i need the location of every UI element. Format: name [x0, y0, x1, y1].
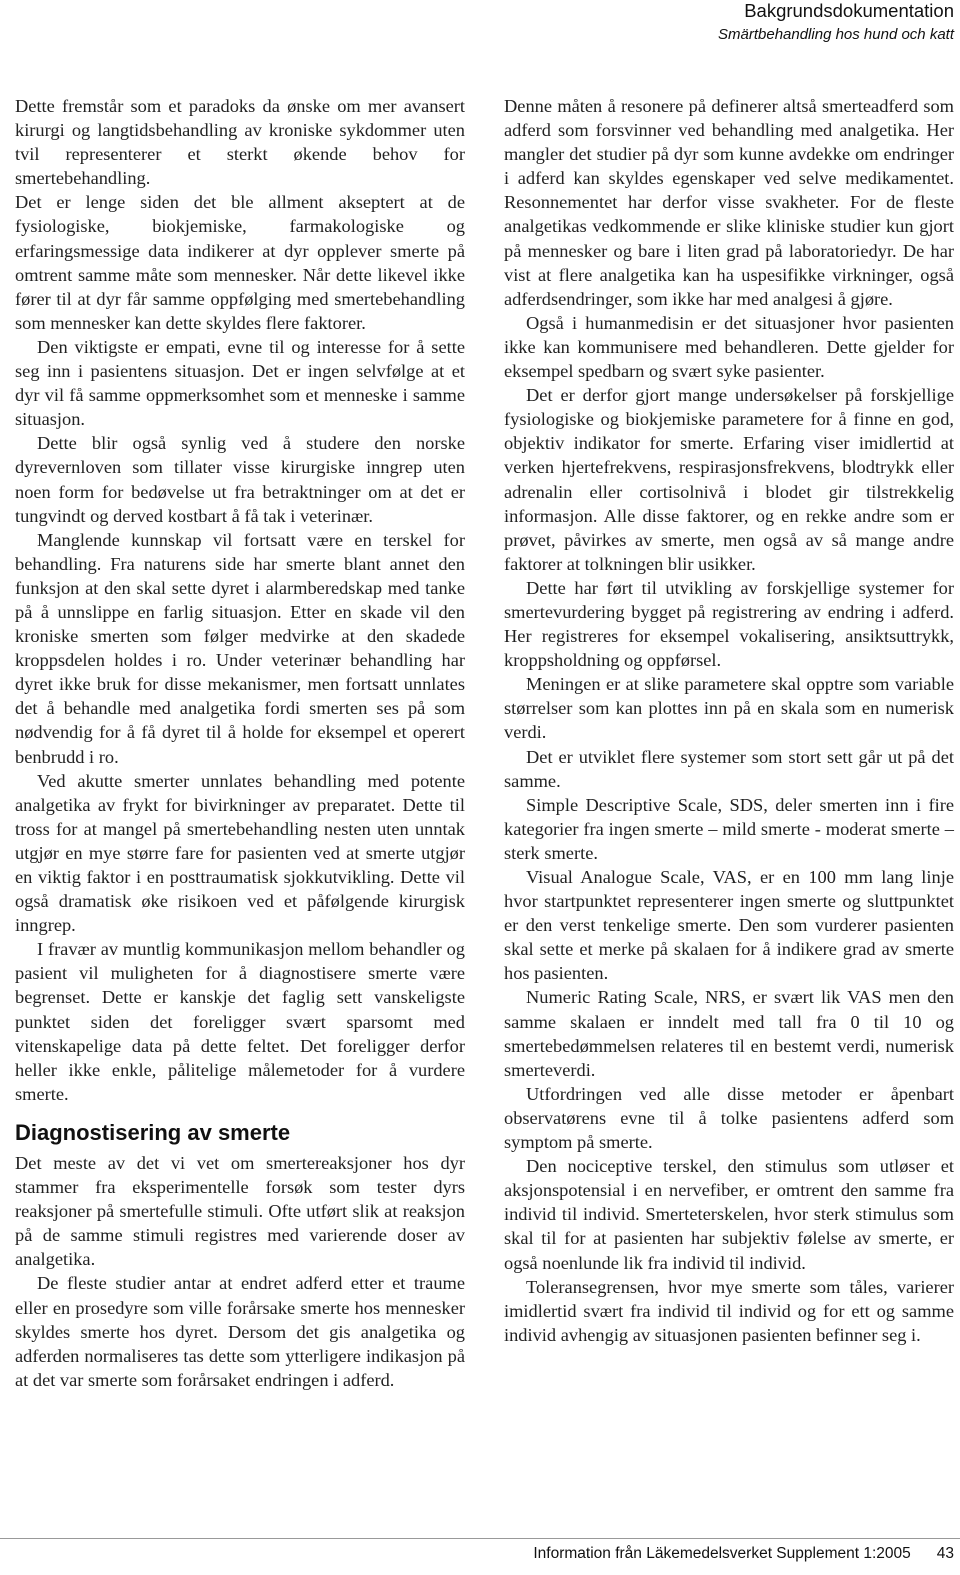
left-column [15, 94, 465, 1392]
section-heading: Diagnostisering av smerte [15, 1119, 291, 1145]
paragraph: Dette blir også synlig ved å studere den norske dyrevernloven som tillater visse kirurgiske inngrep uten noen form for bedøvelse ut fra betraktninger om at det er tungvindt og derved kostbart å få tak i veterinær. [15, 433, 465, 526]
paragraph: Det meste av det vi vet om smertereaksjoner hos dyr stammer fra eksperimentelle forsøk som tester dyrs reaksjoner på smertefulle stimuli. Ofte utført slik at reaksjon på de samme stimuli registres med varierende doser av analgetika. [15, 1152, 465, 1270]
paragraph: Den nociceptive terskel, den stimulus som utløser et aksjonspotensial i en nervefiber, er omtrent den samme fra individ til individ. Smerteterskelen, hvor sterk stimulus som skal til for at pasienten har subjektiv følelse av smerte, er også noenlunde lik fra individ til individ. [504, 1156, 954, 1273]
footer-divider [0, 1538, 960, 1539]
header-subtitle: Smärtbehandling hos hund och katt [718, 26, 954, 43]
paragraph: Simple Descriptive Scale, SDS, deler smerten inn i fire kategorier fra ingen smerte – mild smerte - moderat smerte – sterk smerte. [504, 794, 954, 863]
paragraph: De fleste studier antar at endret adferd etter et traume eller en prosedyre som ville forårsake smerte hos mennesker skyldes smerte hos dyret. Dersom det gis analgetika og adferden normaliseres tas dette som ytterligere indikasjon på at det var smerte som forårsaket endringen i adferd. [15, 1273, 465, 1390]
paragraph: Det er lenge siden det ble allment akseptert at de fysiologiske, biokjemiske, farmakologiske og erfaringsmessige data indikerer at dyr opplever smerte på omtrent samme måte som mennesker. Når dette likevel ikke fører til at dyr får samme oppfølging med smertebehandling som mennesker kan dette skyldes flere faktorer. [15, 192, 465, 333]
paragraph: Det er derfor gjort mange undersøkelser på forskjellige fysiologiske og biokjemiske parametere for å finne en god, objektiv indikator for smerte. Erfaring viser imidlertid at verken hjertefrekvens, respirasjonsfrekvens, blodtrykk eller adrenalin eller cortisolnivå i blodet gir tilstrekkelig informasjon. Alle disse faktorer, og en rekke andre som er prøvet, påvirkes av smerte, men også av så mange andre faktorer at tolkningen blir usikker. [504, 385, 954, 574]
footer-publication: Information från Läkemedelsverket Supplement 1:2005 [533, 1545, 911, 1562]
paragraph: Den viktigste er empati, evne til og interesse for å sette seg inn i pasientens situasjon. Det er ingen selvfølge at et dyr vil få samme oppmerksomhet som et menneske i samme situasjon. [15, 336, 465, 430]
header-title: Bakgrundsdokumentation [744, 0, 954, 21]
paragraph: Det er utviklet flere systemer som stort sett går ut på det samme. [504, 746, 954, 791]
paragraph: I fravær av muntlig kommunikasjon mellom behandler og pasient vil muligheten for å diagnostisere smerte være begrenset. Dette er kanskje det faglig sett vanskeligste punktet siden det foreligger svært sparsomt med vitenskapelige data på dette feltet. Det foreligger derfor heller ikke enkle, pålitelige målemetoder for å vurdere smerte. [15, 939, 465, 1104]
page-number: 43 [936, 1545, 954, 1562]
paragraph: Denne måten å resonere på definerer altså smerteadferd som adferd som forsvinner ved behandling med analgetika. Her mangler det studier på dyr som kunne avdekke om endringer i adferd kan skyldes egenskaper ved selve medikamentet. Resonnementet har derfor visse svakheter. For de fleste analgetikas vedkommende er slike kliniske studier kun gjort på mennesker og bare i liten grad på laboratoriedyr. De har vist at flere analgetika kan ha uspesifikke virkninger, også adferdsendringer, som ikke har med analgesi å gjøre. [504, 96, 954, 309]
running-footer [533, 1545, 954, 1563]
paragraph: Numeric Rating Scale, NRS, er svært lik VAS men den samme skalaen er inndelt med tall fra 0 til 10 og smertebedømmelsen relateres til en bestemt verdi, numerisk smerteverdi. [504, 987, 954, 1080]
right-column [504, 94, 954, 1347]
paragraph: Også i humanmedisin er det situasjoner hvor pasienten ikke kan kommunisere med behandleren. Dette gjelder for eksempel spedbarn og svært syke pasienter. [504, 312, 954, 382]
paragraph: Manglende kunnskap vil fortsatt være en terskel for behandling. Fra naturens side har smerte blant annet den funksjon at den skal sette dyret i alarmberedskap med tanke på å unnslippe en farlig situasjon. Etter en skade vil den kroniske smerten som følger medvirke at den skadede kroppsdelen holdes i ro. Under veterinær behandling har dyret ikke bruk for disse mekanismer, men fortsatt unnlates det å behandle med analgetika fordi smerten ses på som nødvendig for å få dyret til å holde for eksempel et operert benbrudd i ro. [15, 529, 465, 767]
running-header [718, 0, 954, 45]
paragraph: Visual Analogue Scale, VAS, er en 100 mm lang linje hvor startpunktet representerer ingen smerte og sluttpunktet er den verst tenkelige smerte. Den som vurderer pasienten skal sette et merke på skalaen for å indikere grad av smerte hos pasienten. [504, 867, 954, 984]
paragraph: Utfordringen ved alle disse metoder er åpenbart observatørens evne til å tolke pasientens adferd som symptom på smerte. [504, 1083, 954, 1153]
paragraph: Dette fremstår som et paradoks da ønske om mer avansert kirurgi og langtidsbehandling av kroniske sykdommer uten tvil representerer et sterkt økende behov for smertebehandling. [15, 96, 465, 189]
paragraph: Ved akutte smerter unnlates behandling med potente analgetika av frykt for bivirkninger av preparatet. Dette til tross for at mangel på smertebehandling nesten uten unntak utgjør en mye større fare for pasienten ved at smerte utgjør en viktig faktor i en posttraumatisk sjokkutvikling. Dette vil også dramatisk øke risikoen ved et påfølgende kirurgisk inngrep. [15, 770, 465, 936]
paragraph: Dette har ført til utvikling av forskjellige systemer for smertevurdering bygget på registrering av endring i adferd. Her registreres for eksempel vokalisering, ansiktsuttrykk, kroppsholdning og oppførsel. [504, 577, 954, 671]
paragraph: Meningen er at slike parametere skal opptre som variable størrelser som kan plottes inn på en skala som en numerisk verdi. [504, 674, 954, 743]
paragraph: Toleransegrensen, hvor mye smerte som tåles, varierer imidlertid svært fra individ til individ og for ett og samme individ avhengig av situasjonen pasienten befinner seg i. [504, 1276, 954, 1345]
